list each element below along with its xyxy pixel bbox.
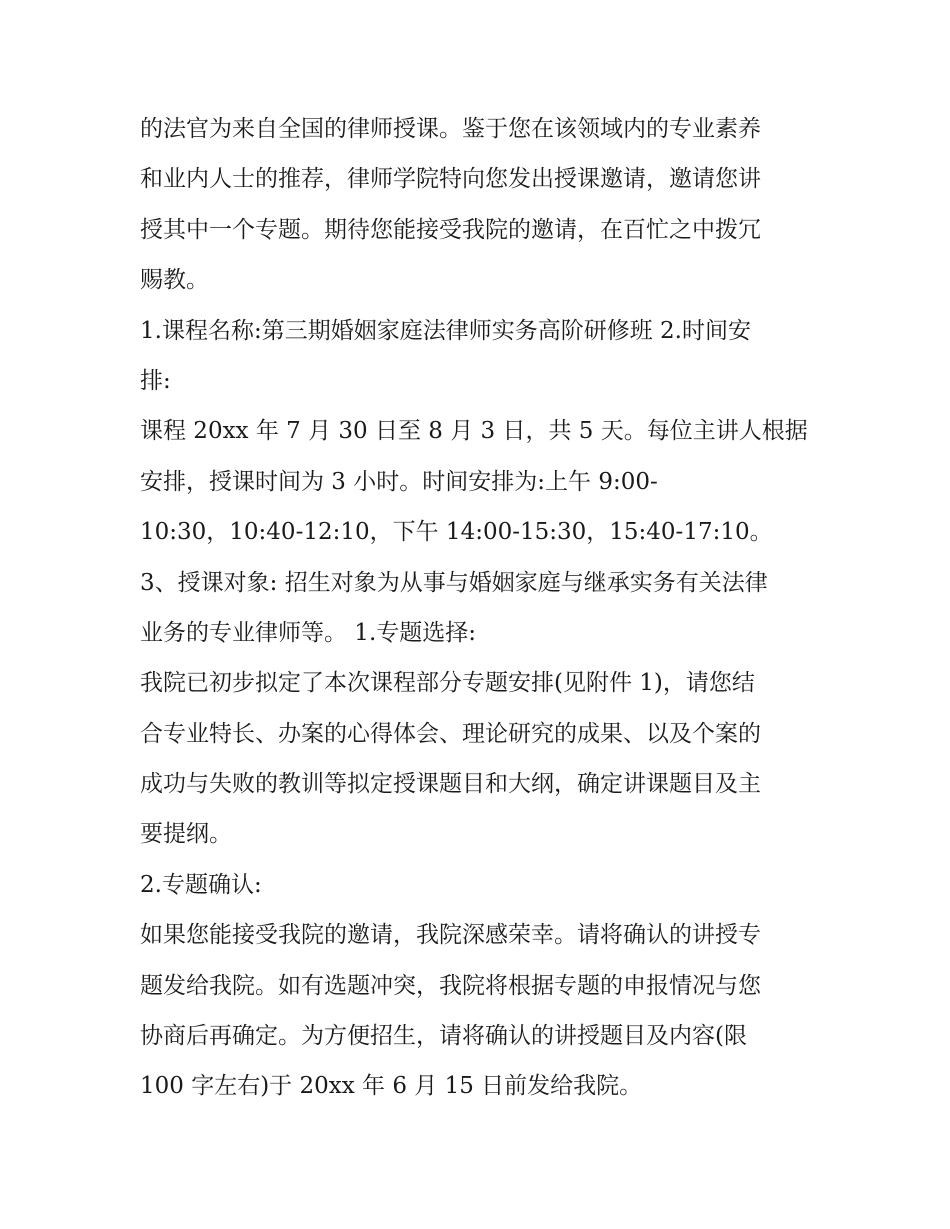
topic-selection-line-4: 要提纲。 [140, 821, 232, 848]
confirmation-line-1: 如果您能接受我院的邀请，我院深感荣幸。请将确认的讲授专 [140, 922, 761, 949]
text-line-2: 和业内人士的推荐，律师学院特向您发出授课邀请，邀请您讲 [140, 166, 761, 193]
text-line-3: 授其中一个专题。期待您能接受我院的邀请，在百忙之中拨冗 [140, 216, 761, 243]
schedule-line-2: 安排，授课时间为 3 小时。时间安排为:上午 9:00- [140, 468, 658, 495]
topic-selection-line-3: 成功与失败的教训等拟定授课题目和大纲，确定讲课题目及主 [140, 771, 761, 798]
text-line-1: 的法官为来自全国的律师授课。鉴于您在该领域内的专业素养 [140, 116, 761, 142]
confirmation-line-3: 协商后再确定。为方便招生，请将确认的讲授题目及内容(限 [140, 1023, 747, 1050]
topic-confirmation-heading: 2.专题确认: [140, 871, 262, 898]
confirmation-line-4: 100 字左右)于 20xx 年 6 月 15 日前发给我院。 [140, 1073, 643, 1100]
topic-selection-line-2: 合专业特长、办案的心得体会、理论研究的成果、以及个案的 [140, 720, 761, 747]
text-line-6: 排: [140, 367, 171, 394]
confirmation-line-2: 题发给我院。如有选题冲突，我院将根据专题的申报情况与您 [140, 972, 761, 999]
audience-line-2: 业务的专业律师等。 1.专题选择: [140, 619, 477, 646]
schedule-line-1: 课程 20xx 年 7 月 30 日至 8 月 3 日，共 5 天。每位主讲人根据 [140, 418, 808, 445]
document-body [140, 104, 815, 1112]
topic-selection-line-1: 我院已初步拟定了本次课程部分专题安排(见附件 1)，请您结 [140, 670, 755, 697]
text-line-4: 赐教。 [140, 267, 209, 294]
schedule-times-line: 10:30，10:40-12:10，下午 14:00-15:30，15:40-17:10。 [140, 519, 773, 546]
audience-line-1: 3、授课对象: 招生对象为从事与婚姻家庭与继承实务有关法律 [140, 569, 768, 596]
course-name-line: 1.课程名称:第三期婚姻家庭法律师实务高阶研修班 2.时间安 [140, 317, 751, 344]
